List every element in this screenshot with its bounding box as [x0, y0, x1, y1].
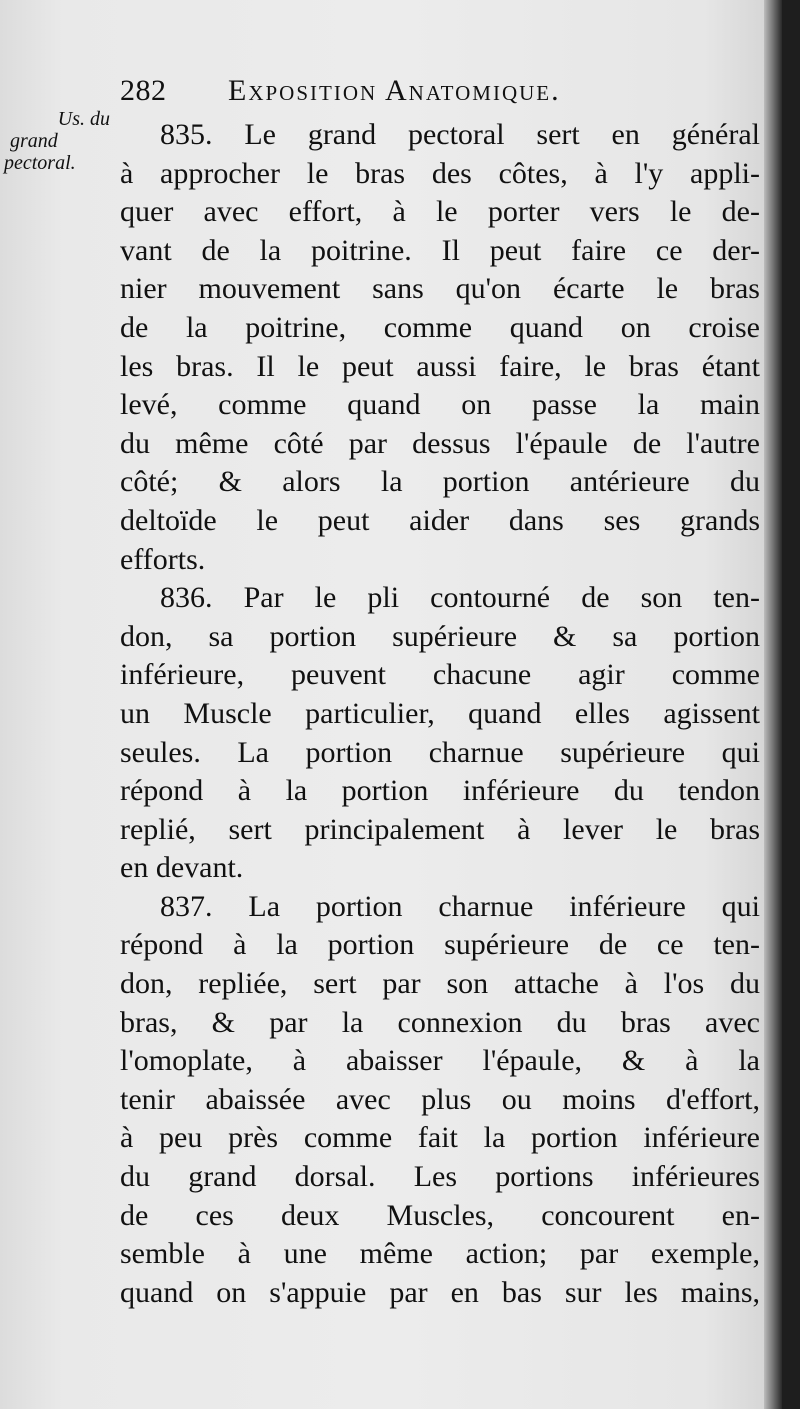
- text-line: bras, & par la connexion du bras avec: [120, 1005, 760, 1039]
- text-line: replié, sert principalement à lever le bras: [120, 812, 760, 846]
- text-line: les bras. Il le peut aussi faire, le bras étant: [120, 349, 760, 383]
- text-line: tenir abaissée avec plus ou moins d'effort,: [120, 1082, 760, 1116]
- text-line: don, sa portion supérieure & sa portion: [120, 619, 760, 653]
- text-line: un Muscle particulier, quand elles agissent: [120, 696, 760, 730]
- page-edge-shadow: [764, 0, 782, 1409]
- text-line: levé, comme quand on passe la main: [120, 388, 760, 422]
- text-line: du même côté par dessus l'épaule de l'autre: [120, 426, 760, 460]
- margin-note-line: grand: [10, 130, 58, 152]
- text-line: 835. Le grand pectoral sert en général: [160, 118, 760, 151]
- text-line: don, repliée, sert par son attache à l'os du: [120, 967, 760, 1001]
- text-line: du grand dorsal. Les portions inférieures: [120, 1160, 760, 1194]
- page-header: [120, 74, 760, 114]
- margin-note: [4, 108, 116, 174]
- text-line: de ces deux Muscles, concourent en-: [120, 1198, 760, 1232]
- text-line: répond à la portion inférieure du tendon: [120, 774, 760, 808]
- page-number: 282: [120, 74, 167, 107]
- body-text: [120, 116, 760, 1312]
- margin-note-line: pectoral.: [4, 152, 76, 174]
- text-line: à peu près comme fait la portion inférieure: [120, 1121, 760, 1155]
- text-line: vant de la poitrine. Il peut faire ce der-: [120, 233, 760, 267]
- text-line: efforts.: [120, 542, 206, 576]
- text-line: nier mouvement sans qu'on écarte le bras: [120, 272, 760, 306]
- text-line: quand on s'appuie par en bas sur les mains,: [120, 1275, 760, 1309]
- running-title: Exposition Anatomique.: [228, 74, 561, 107]
- text-line: inférieure, peuvent chacune agir comme: [120, 658, 760, 692]
- text-line: à approcher le bras des côtes, à l'y appli-: [120, 156, 760, 190]
- text-line: en devant.: [120, 851, 244, 885]
- text-line: de la poitrine, comme quand on croise: [120, 310, 760, 344]
- margin-note-line: Us. du: [57, 108, 110, 130]
- text-line: côté; & alors la portion antérieure du: [120, 465, 760, 499]
- text-line: quer avec effort, à le porter vers le de-: [120, 195, 760, 229]
- text-line: semble à une même action; par exemple,: [120, 1237, 760, 1271]
- text-line: deltoïde le peut aider dans ses grands: [120, 503, 760, 537]
- text-line: répond à la portion supérieure de ce ten-: [120, 928, 760, 962]
- text-line: 837. La portion charnue inférieure qui: [160, 889, 760, 923]
- text-line: 836. Par le pli contourné de son ten-: [160, 581, 760, 615]
- text-line: seules. La portion charnue supérieure qui: [120, 735, 760, 769]
- text-line: l'omoplate, à abaisser l'épaule, & à la: [120, 1044, 760, 1078]
